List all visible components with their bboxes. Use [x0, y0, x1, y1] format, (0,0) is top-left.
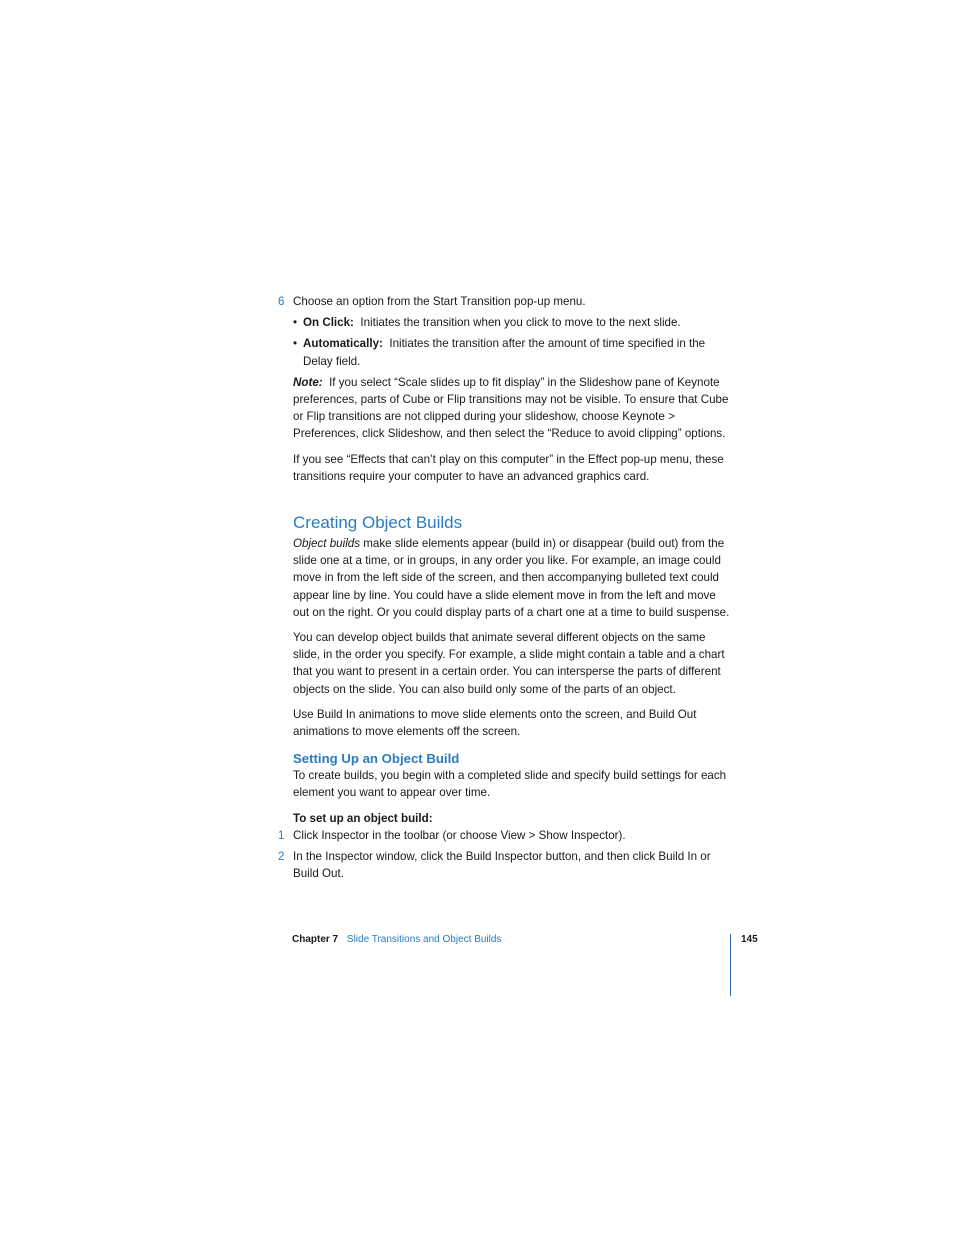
bullet-list — [293, 314, 733, 370]
body-paragraph-2: You can develop object builds that animate several different objects on the same slide, in the order you specify. For example, a slide might contain a table and a chart that you want to present in a certain order. You can intersperse the parts of different objects on the slide. You can also build only some of the parts of an object. — [293, 631, 725, 696]
section-heading: Creating Object Builds — [293, 513, 463, 533]
footer-chapter-title: Slide Transitions and Object Builds — [346, 934, 502, 945]
bullet-item-automatically — [293, 335, 733, 369]
bullet-desc: Initiates the transition after the amount of time specified in the Delay field. — [303, 337, 706, 368]
body-paragraph-3: Use Build In animations to move slide elements onto the screen, and Build Out animations to move elements off the screen. — [293, 707, 697, 739]
page-footer — [292, 934, 501, 946]
task-step-2 — [278, 848, 733, 882]
page-number: 145 — [741, 934, 758, 945]
subsection-heading: Setting Up an Object Build — [293, 751, 460, 767]
step-text: Click Inspector in the toolbar (or choose View > Show Inspector). — [293, 828, 626, 842]
subsection-paragraph: To create builds, you begin with a completed slide and specify build settings for each element you want to appear over time. — [293, 769, 727, 800]
step-number: 6 — [278, 295, 285, 308]
task-heading: To set up an object build: — [293, 811, 433, 825]
step-6 — [278, 293, 733, 310]
bullet-term: Automatically: — [303, 337, 383, 351]
intro-rest: make slide elements appear (build in) or disappear (build out) from the slide one at a time, or in groups, in any order you like. For example, an image could move in from the left side of the screen, and then accompanying bulleted text could appear line by line. You could have a slide element move in from the left and move out on the right. Or you could display parts of a chart one at a time to build suspense. — [293, 537, 730, 619]
note-label: Note: — [293, 375, 323, 389]
step-number: 1 — [278, 828, 285, 842]
bullet-dot: • — [293, 316, 298, 330]
footer-divider — [730, 934, 731, 996]
task-step-1 — [278, 827, 733, 844]
step-number: 2 — [278, 850, 285, 864]
note-text: If you select “Scale slides up to fit display” in the Slideshow pane of Keynote preferences, parts of Cube or Flip transitions may not be visible. To ensure that Cube or Flip transitions are not clipped during your slideshow, choose Keynote > Preferences, click Slideshow, and then select the “Reduce to avoid clipping” options. — [293, 375, 729, 441]
step-text: In the Inspector window, click the Build Inspector button, and then click Build In or Build Out. — [293, 850, 711, 881]
bullet-term: On Click: — [303, 316, 354, 330]
note-paragraph — [293, 374, 733, 443]
intro-term: Object builds — [293, 537, 361, 551]
intro-paragraph — [293, 535, 733, 621]
step-text: Choose an option from the Start Transition pop-up menu. — [293, 295, 586, 308]
effects-paragraph: If you see “Effects that can’t play on this computer” in the Effect pop-up menu, these transitions require your computer to have an advanced graphics card. — [293, 452, 724, 483]
bullet-desc: Initiates the transition when you click to move to the next slide. — [360, 316, 681, 330]
bullet-item-on-click — [293, 314, 733, 331]
footer-chapter: Chapter 7 — [292, 934, 339, 945]
bullet-dot: • — [293, 337, 298, 351]
page-content — [278, 293, 733, 886]
